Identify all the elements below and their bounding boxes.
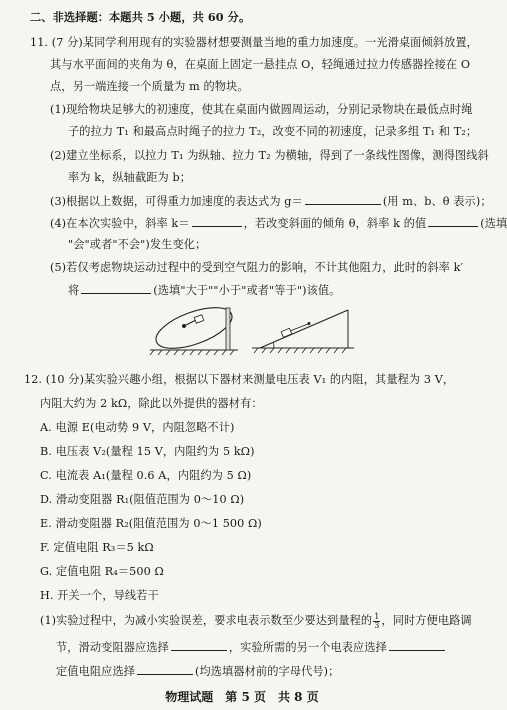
answer-blank-k-prime[interactable] — [81, 283, 151, 294]
answer-blank-rheostat[interactable] — [171, 640, 227, 651]
q11-part5-note: (选填"大于""小于"或者"等于")该值。 — [153, 284, 341, 297]
q11-part4 — [50, 216, 507, 231]
q11-part1-line-1: (1)现给物块足够大的初速度，使其在桌面内做圆周运动，分别记录物块在最低点时绳 — [50, 103, 473, 116]
section-heading: 二、非选择题：本题共 5 小题，共 60 分。 — [30, 10, 251, 24]
q12-item-f: F. 定值电阻 R₃＝5 kΩ — [40, 541, 154, 554]
q11-part3-note: (用 m、b、θ 表示)； — [382, 195, 492, 208]
incline-table-figure — [150, 298, 240, 356]
fraction-denominator: 3 — [374, 620, 380, 630]
page-footer: 物理试题 第 5 页 共 8 页 — [165, 690, 319, 704]
q12-item-a: A. 电源 E(电动势 9 V，内阻忽略不计) — [40, 421, 235, 434]
q12-item-h: H. 开关一个，导线若干 — [40, 589, 159, 602]
q11-part5-line-2 — [68, 283, 340, 298]
q12-part1-meter-text: ，实验所需的另一个电表应选择 — [228, 641, 387, 654]
q12-part1-text-end: ，同时方便电路调 — [381, 614, 472, 627]
q11-part4-mid: ，若改变斜面的倾角 θ，斜率 k 的值 — [243, 217, 427, 230]
q11-stem-line-2: 其与水平面间的夹角为 θ，在桌面上固定一悬挂点 O，轻绳通过拉力传感器拴接在 O — [50, 58, 471, 71]
answer-blank-meter[interactable] — [389, 640, 445, 651]
answer-blank-k[interactable] — [192, 216, 242, 227]
q12-part1-line-3 — [56, 664, 339, 679]
q12-item-b: B. 电压表 V₂(量程 15 V，内阻约为 5 kΩ) — [40, 445, 255, 458]
answer-blank-g[interactable] — [305, 194, 381, 205]
q12-item-g: G. 定值电阻 R₄＝500 Ω — [40, 565, 164, 578]
q11-part3 — [50, 194, 492, 209]
q12-part1-note: (均选填器材前的字母代号)； — [195, 665, 340, 678]
incline-side-figure — [252, 302, 356, 354]
fraction-numerator: 1 — [374, 611, 380, 621]
q11-part4-post: (选填 — [480, 217, 507, 230]
q11-part2-line-1: (2)建立坐标系，以拉力 T₁ 为纵轴、拉力 T₂ 为横轴，得到了一条线性图像，测得图线斜 — [50, 149, 489, 162]
q12-stem-line-2: 内阻大约为 2 kΩ，除此以外提供的器材有： — [40, 397, 263, 410]
q12-stem-line-1: 12. (10 分)某实验兴趣小组，根据以下器材来测量电压表 V₁ 的内阻，其量程为 3 V， — [24, 373, 455, 386]
q12-item-e: E. 滑动变阻器 R₂(阻值范围为 0～1 500 Ω) — [40, 517, 262, 530]
q12-part1-resistor-text: 定值电阻应选择 — [56, 665, 136, 678]
q12-item-d: D. 滑动变阻器 R₁(阻值范围为 0～10 Ω) — [40, 493, 245, 506]
q11-part2-line-2: 率为 k，纵轴截距为 b； — [68, 171, 192, 184]
q12-part1-line-1 — [40, 612, 472, 630]
q11-part1-line-2: 子的拉力 T₁ 和最高点时绳子的拉力 T₂，改变不同的初速度，记录多组 T₁ 和 T₂； — [68, 125, 478, 138]
q11-stem-line-3: 点，另一端连接一个质量为 m 的物块。 — [50, 80, 249, 93]
q12-part1-rheostat-text: 节，滑动变阻器应选择 — [56, 641, 169, 654]
q12-part1-text: (1)实验过程中，为减小实验误差，要求电表示数至少要达到量程的 — [40, 614, 373, 627]
q11-part5-line-1: (5)若仅考虑物块运动过程中的受到空气阻力的影响，不计其他阻力，此时的斜率 k′ — [50, 261, 464, 274]
q12-part1-line-2 — [56, 640, 447, 655]
q11-part3-text: (3)根据以上数据，可得重力加速度的表达式为 g＝ — [50, 195, 303, 208]
q11-part4-line-2: "会"或者"不会")发生变化； — [68, 238, 207, 251]
q11-stem-line-1: 11. (7 分)某同学利用现有的实验器材想要测量当地的重力加速度。一光滑桌面倾斜放置， — [30, 36, 478, 49]
q11-part5-text: 将 — [68, 284, 80, 297]
q12-item-c: C. 电流表 A₁(量程 0.6 A，内阻约为 5 Ω) — [40, 469, 252, 482]
answer-blank-k-change[interactable] — [428, 216, 478, 227]
q11-part4-text: (4)在本次实验中，斜率 k＝ — [50, 217, 190, 230]
one-third-fraction — [373, 613, 380, 630]
answer-blank-resistor[interactable] — [137, 664, 193, 675]
